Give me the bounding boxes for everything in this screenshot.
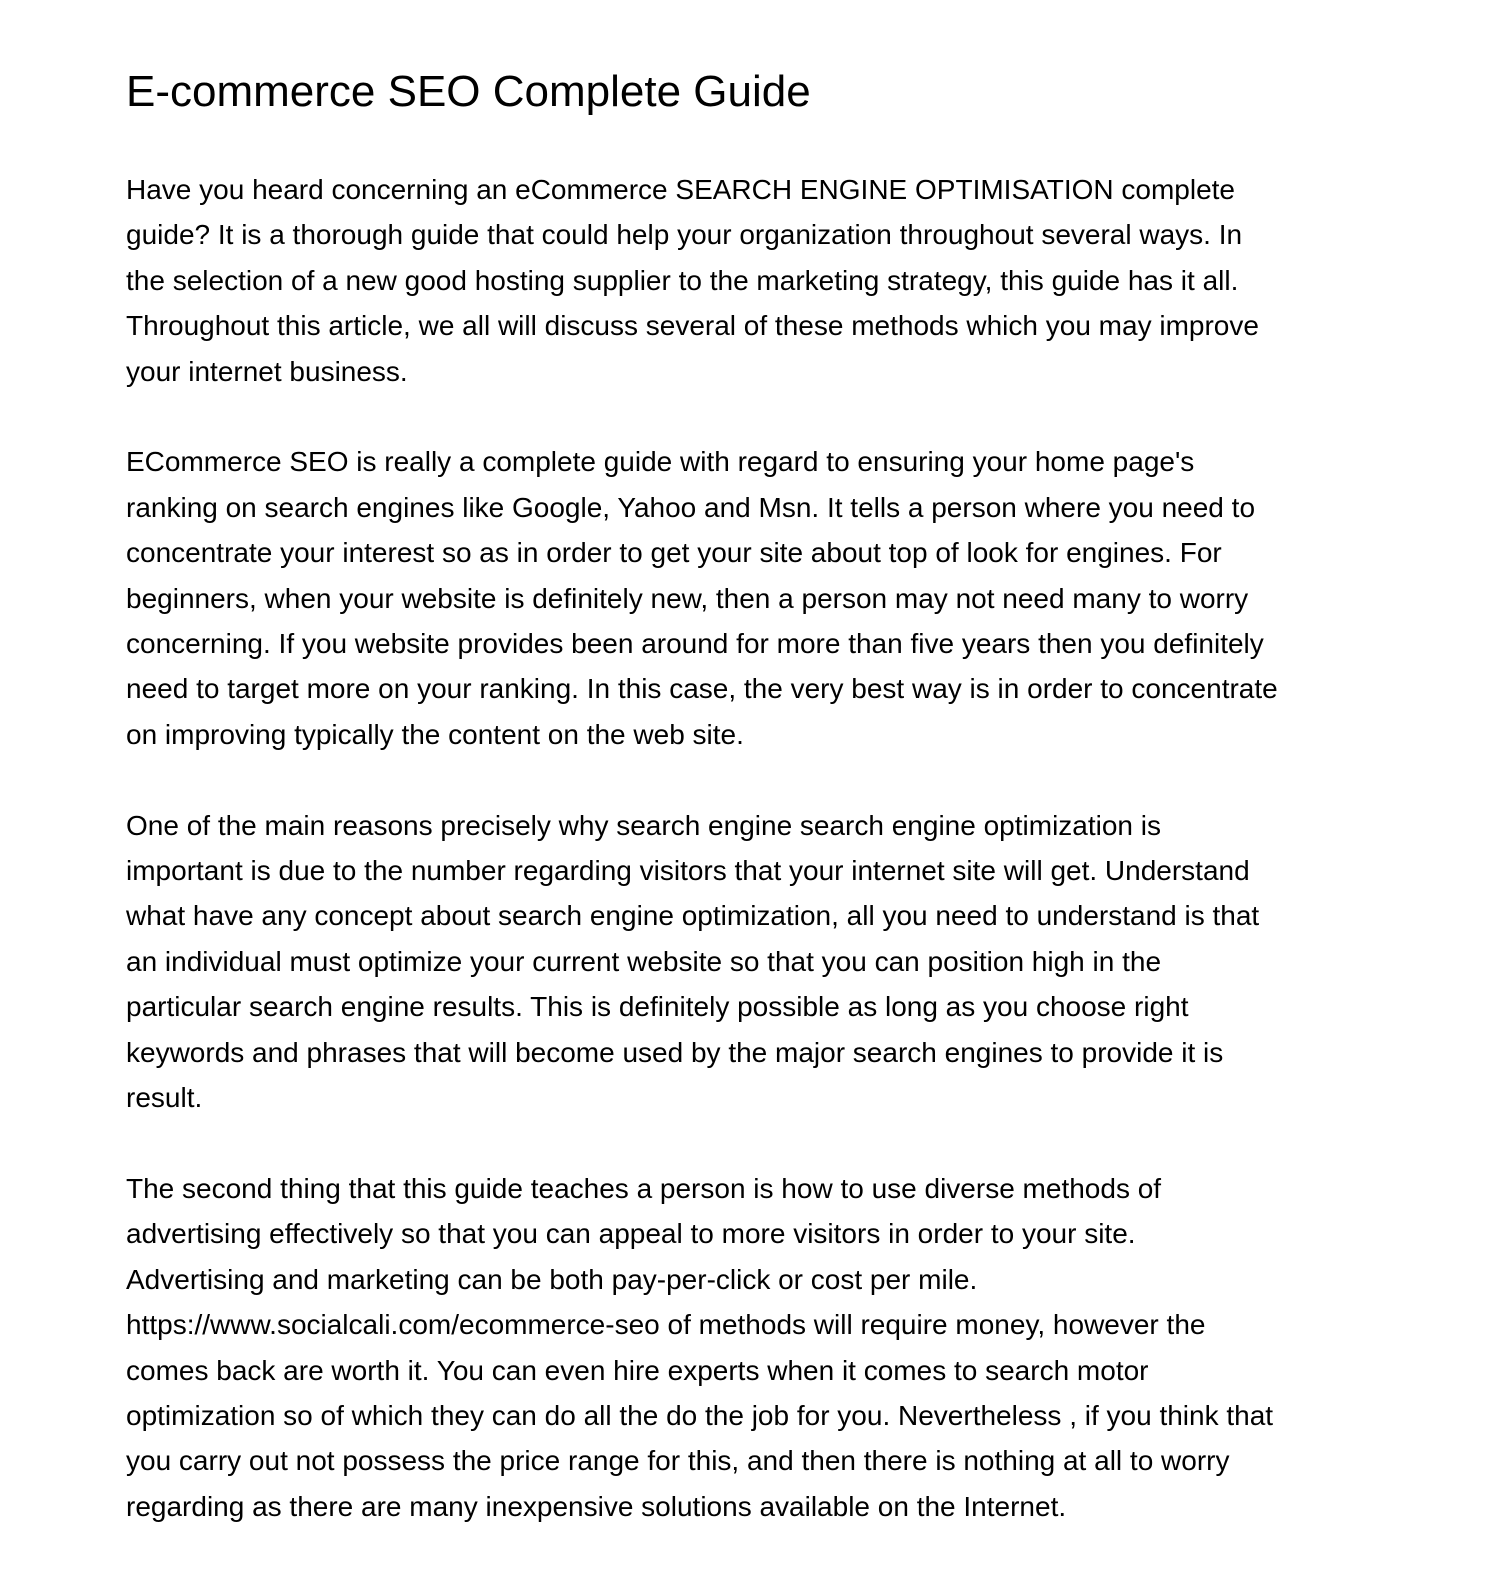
paragraph-2 bbox=[126, 439, 1386, 757]
paragraph-line: ranking on search engines like Google, Yahoo and Msn. It tells a person where you need to bbox=[126, 491, 1256, 523]
paragraph-line: you carry out not possess the price range for this, and then there is nothing at all to worry bbox=[126, 1445, 1230, 1477]
paragraph-3 bbox=[126, 803, 1386, 1121]
document-title: E-commerce SEO Complete Guide bbox=[126, 67, 811, 116]
paragraph-line: optimization so of which they can do all the do the job for you. Nevertheless , if you think that bbox=[126, 1399, 1274, 1431]
paragraph-line: The second thing that this guide teaches a person is how to use diverse methods of bbox=[126, 1172, 1162, 1204]
paragraph-line: https://www.socialcali.com/ecommerce-seo of methods will require money, however the bbox=[126, 1309, 1206, 1341]
paragraph-line: Throughout this article, we all will discuss several of these methods which you may improve bbox=[126, 310, 1259, 342]
paragraph-line: beginners, when your website is definitely new, then a person may not need many to worry bbox=[126, 582, 1249, 614]
document-body bbox=[126, 167, 1386, 1575]
paragraph-line: result. bbox=[126, 1082, 203, 1114]
paragraph-line: Have you heard concerning an eCommerce SEARCH ENGINE OPTIMISATION complete bbox=[126, 174, 1235, 205]
paragraph-line: Advertising and marketing can be both pay-per-click or cost per mile. bbox=[126, 1263, 978, 1295]
paragraph-line: concentrate your interest so as in order to get your site about top of look for engines. For bbox=[126, 537, 1222, 569]
paragraph-line: keywords and phrases that will become used by the major search engines to provide it is bbox=[126, 1036, 1224, 1068]
paragraph-line: comes back are worth it. You can even hire experts when it comes to search motor bbox=[126, 1354, 1149, 1386]
paragraph-line: what have any concept about search engine optimization, all you need to understand is that bbox=[126, 900, 1260, 932]
paragraph-line: need to target more on your ranking. In this case, the very best way is in order to concentrate bbox=[126, 673, 1278, 705]
paragraph-line: guide? It is a thorough guide that could help your organization throughout several ways. In bbox=[126, 219, 1243, 251]
paragraph-line: your internet business. bbox=[126, 355, 408, 387]
paragraph-line: an individual must optimize your current website so that you can position high in the bbox=[126, 945, 1162, 977]
paragraph-line: ECommerce SEO is really a complete guide with regard to ensuring your home page's bbox=[126, 446, 1195, 478]
paragraph-line: regarding as there are many inexpensive solutions available on the Internet. bbox=[126, 1490, 1067, 1522]
paragraph-line: advertising effectively so that you can appeal to more visitors in order to your site. bbox=[126, 1218, 1136, 1250]
paragraph-line: important is due to the number regarding visitors that your internet site will get. Understand bbox=[126, 855, 1250, 887]
paragraph-line: One of the main reasons precisely why search engine search engine optimization is bbox=[126, 809, 1162, 841]
paragraph-4 bbox=[126, 1166, 1386, 1529]
paragraph-line: on improving typically the content on the web site. bbox=[126, 718, 744, 750]
paragraph-line: particular search engine results. This is definitely possible as long as you choose right bbox=[126, 991, 1189, 1023]
paragraph-line: concerning. If you website provides been around for more than five years then you definitely bbox=[126, 628, 1264, 660]
paragraph-1 bbox=[126, 167, 1386, 394]
paragraph-line: the selection of a new good hosting supplier to the marketing strategy, this guide has it all. bbox=[126, 264, 1239, 296]
